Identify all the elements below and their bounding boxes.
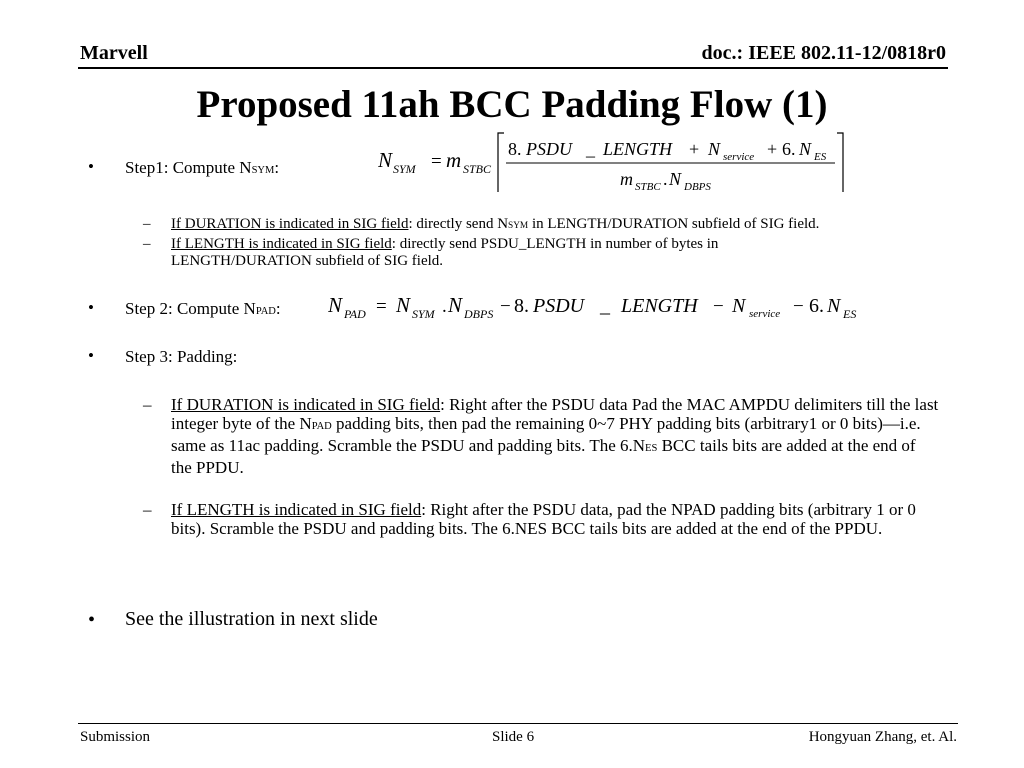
f1-dot: . — [663, 169, 668, 189]
step3-sub1-subscript: PAD — [311, 421, 332, 432]
step1-sub2-text: : directly send PSDU_LENGTH in number of bytes in LENGTH/DURATION subfield of SIG field. — [171, 236, 719, 269]
step1-sub2-link: If LENGTH is indicated in SIG field — [171, 236, 392, 252]
f2-psdu: PSDU — [533, 295, 585, 317]
footer-submission: Submission — [80, 729, 151, 745]
f1-ceil-right — [837, 133, 843, 192]
header-divider — [78, 67, 948, 69]
bullet-marker: • — [88, 298, 94, 317]
f1-m: m — [446, 148, 462, 172]
nsym-formula — [378, 130, 848, 196]
f1-length: LENGTH — [603, 139, 673, 159]
f2-n2: N — [396, 293, 411, 317]
npad-formula — [328, 290, 888, 324]
step3-sub2-link: If LENGTH is indicated in SIG field — [171, 500, 422, 519]
step3-sub2-text: : Right after the PSDU data, pad the NPAD padding bits (arbitrary 1 or 0 bits). Scramble the PSDU and padding bits. The 6.NES BCC tails bits are added at the end of the PPDU. — [171, 500, 916, 538]
f2-dot: . — [442, 296, 447, 317]
f2-n: N — [328, 293, 343, 317]
f1-m2: m — [620, 169, 633, 189]
f2-n5: N — [827, 295, 841, 317]
f1-plus1: + — [689, 139, 700, 159]
bullet-marker: • — [88, 609, 96, 631]
footer-author: Hongyuan Zhang, et. Al. — [808, 729, 957, 745]
step1-sub1-subscript: SYM — [508, 221, 529, 231]
step3-sub1-link: If DURATION is indicated in SIG field — [171, 395, 441, 414]
f2-es-sub: ES — [843, 307, 857, 321]
header-company: Marvell — [80, 42, 148, 64]
header-doc-id: doc.: IEEE 802.11-12/0818r0 — [701, 42, 946, 64]
f1-sym-sub: SYM — [393, 162, 416, 176]
f2-underscore: _ — [600, 295, 610, 317]
step1-label — [125, 158, 279, 178]
f1-stbc-sub: STBC — [463, 162, 492, 176]
step3-sub1-text-c: BCC tails bits are added at the end of the PPDU. — [171, 436, 916, 477]
f2-service-sub: service — [749, 308, 781, 320]
f1-n4: N — [669, 169, 682, 189]
step3-label: Step 3: Padding: — [125, 347, 238, 366]
f2-sym-sub: SYM — [412, 307, 435, 321]
footer-divider — [78, 723, 958, 724]
step1-sub1 — [171, 216, 931, 235]
slide-title: Proposed 11ah BCC Padding Flow (1) — [196, 83, 828, 126]
f2-length: LENGTH — [621, 295, 698, 317]
step1-sub1-text-b: in LENGTH/DURATION subfield of SIG field. — [528, 216, 820, 232]
f1-n: N — [378, 148, 393, 172]
bullet-marker: • — [88, 346, 94, 365]
dash-marker: – — [143, 395, 152, 414]
step1-subscript: SYM — [251, 165, 275, 176]
f1-six: 6. — [782, 139, 796, 159]
step3-sub1-text-a: : Right after the PSDU data Pad the MAC AMPDU delimiters till the last integer byte of the N — [171, 395, 939, 433]
f2-eight: 8. — [514, 295, 529, 317]
f1-n3: N — [799, 139, 812, 159]
dash-marker: – — [143, 236, 151, 252]
step3-sub1-subscript2: ES — [645, 443, 658, 454]
f1-es-sub: ES — [814, 151, 827, 163]
step3-sub1-text-b: padding bits, then pad the remaining 0~7 PHY padding bits (arbitrary1 or 0 bits)—i.e. same as 11ac padding. Scramble the PSDU and padding bits. The 6.N — [171, 414, 921, 455]
f2-pad-sub: PAD — [344, 307, 366, 321]
f2-dbps-sub: DBPS — [464, 307, 494, 321]
f1-eq: = — [431, 151, 442, 172]
f1-ceil-left — [498, 133, 504, 192]
step2-text: Step 2: Compute N — [125, 299, 256, 318]
dash-marker: – — [143, 216, 151, 232]
bullet-marker: • — [88, 157, 94, 176]
f1-plus2: + — [767, 139, 778, 159]
step1-text: Step1: Compute N — [125, 158, 252, 177]
f2-minus1: − — [500, 296, 511, 317]
f1-underscore: _ — [586, 139, 595, 159]
step1-sub1-link: If DURATION is indicated in SIG field — [171, 216, 409, 232]
see-next-slide: See the illustration in next slide — [125, 608, 378, 630]
step3-sub1 — [171, 395, 939, 477]
step3-sub2 — [171, 500, 939, 538]
step1-sub2 — [171, 236, 831, 270]
f1-eight: 8. — [508, 139, 522, 159]
step2-label — [125, 299, 281, 319]
step1-sub1-text-a: : directly send N — [408, 216, 509, 232]
step2-colon: : — [275, 299, 281, 318]
f2-minus2: − — [713, 296, 724, 317]
step1-colon: : — [274, 158, 280, 177]
f2-n3: N — [448, 293, 463, 317]
f1-dbps-sub: DBPS — [684, 181, 711, 193]
f1-n2: N — [708, 139, 721, 159]
f2-eq: = — [376, 296, 387, 317]
dash-marker: – — [143, 500, 152, 519]
f1-stbc-sub2: STBC — [635, 181, 661, 193]
f1-psdu: PSDU — [526, 139, 572, 159]
footer-slide-number: Slide 6 — [492, 729, 535, 745]
step2-subscript: PAD — [255, 306, 276, 317]
f1-service-sub: service — [723, 151, 755, 163]
f2-minus3: − — [793, 296, 804, 317]
f2-n4: N — [732, 295, 746, 317]
f2-six: 6. — [809, 295, 824, 317]
